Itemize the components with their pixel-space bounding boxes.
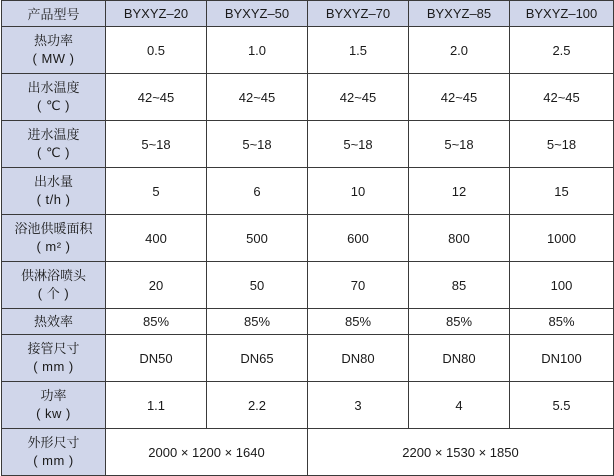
table-cell: 42~45 bbox=[510, 74, 614, 121]
table-row bbox=[2, 215, 614, 262]
table-cell: 500 bbox=[207, 215, 308, 262]
table-row bbox=[2, 335, 614, 382]
row-label: 热效率 bbox=[2, 309, 106, 335]
table-cell: 2.2 bbox=[207, 382, 308, 429]
table-cell: DN80 bbox=[409, 335, 510, 382]
table-cell: 42~45 bbox=[207, 74, 308, 121]
table-cell: DN65 bbox=[207, 335, 308, 382]
table-cell: 4 bbox=[409, 382, 510, 429]
table-cell: 2.5 bbox=[510, 27, 614, 74]
table-cell: 5 bbox=[106, 168, 207, 215]
model-header: BYXYZ–50 bbox=[207, 1, 308, 27]
table-row bbox=[2, 168, 614, 215]
table-cell: 85% bbox=[106, 309, 207, 335]
table-row bbox=[2, 382, 614, 429]
table-cell: 3 bbox=[308, 382, 409, 429]
table-cell: 20 bbox=[106, 262, 207, 309]
table-cell: DN80 bbox=[308, 335, 409, 382]
model-header: BYXYZ–70 bbox=[308, 1, 409, 27]
table-cell: 5.5 bbox=[510, 382, 614, 429]
table-cell: 5~18 bbox=[207, 121, 308, 168]
table-cell: 1.1 bbox=[106, 382, 207, 429]
row-label: 浴池供暖面积 ( m² ) bbox=[2, 215, 106, 262]
table-cell: 85% bbox=[510, 309, 614, 335]
table-row bbox=[2, 309, 614, 335]
table-cell: 85 bbox=[409, 262, 510, 309]
table-cell: 400 bbox=[106, 215, 207, 262]
table-row bbox=[2, 121, 614, 168]
table-cell: DN100 bbox=[510, 335, 614, 382]
row-label: 供淋浴喷头 ( 个 ) bbox=[2, 262, 106, 309]
row-label: 功率 ( kw ) bbox=[2, 382, 106, 429]
table-cell: 0.5 bbox=[106, 27, 207, 74]
header-label: 产品型号 bbox=[2, 1, 106, 27]
table-cell: 70 bbox=[308, 262, 409, 309]
table-row bbox=[2, 27, 614, 74]
table-cell: 600 bbox=[308, 215, 409, 262]
table-cell: 6 bbox=[207, 168, 308, 215]
model-header: BYXYZ–100 bbox=[510, 1, 614, 27]
table-cell: 5~18 bbox=[106, 121, 207, 168]
table-cell: 5~18 bbox=[409, 121, 510, 168]
table-cell: 5~18 bbox=[308, 121, 409, 168]
table-cell: 50 bbox=[207, 262, 308, 309]
table-row bbox=[2, 429, 614, 476]
spec-table bbox=[1, 0, 614, 476]
table-cell: 42~45 bbox=[106, 74, 207, 121]
table-cell-dimensions-small: 2000 × 1200 × 1640 bbox=[106, 429, 308, 476]
table-cell: 5~18 bbox=[510, 121, 614, 168]
table-row bbox=[2, 74, 614, 121]
table-cell: 1000 bbox=[510, 215, 614, 262]
row-label: 进水温度 ( ℃ ) bbox=[2, 121, 106, 168]
table-cell: 800 bbox=[409, 215, 510, 262]
table-cell-dimensions-large: 2200 × 1530 × 1850 bbox=[308, 429, 614, 476]
table-cell: 85% bbox=[409, 309, 510, 335]
model-header: BYXYZ–85 bbox=[409, 1, 510, 27]
table-cell: 10 bbox=[308, 168, 409, 215]
table-cell: 15 bbox=[510, 168, 614, 215]
table-row bbox=[2, 262, 614, 309]
row-label: 热功率 ( MW ) bbox=[2, 27, 106, 74]
table-cell: 12 bbox=[409, 168, 510, 215]
table-cell: 1.0 bbox=[207, 27, 308, 74]
row-label: 出水量 ( t/h ) bbox=[2, 168, 106, 215]
header-row bbox=[2, 1, 614, 27]
table-cell: 42~45 bbox=[308, 74, 409, 121]
model-header: BYXYZ–20 bbox=[106, 1, 207, 27]
row-label: 外形尺寸 ( mm ) bbox=[2, 429, 106, 476]
table-cell: 1.5 bbox=[308, 27, 409, 74]
table-cell: 85% bbox=[308, 309, 409, 335]
row-label: 出水温度 ( ℃ ) bbox=[2, 74, 106, 121]
row-label: 接管尺寸 ( mm ) bbox=[2, 335, 106, 382]
table-cell: 100 bbox=[510, 262, 614, 309]
table-cell: 42~45 bbox=[409, 74, 510, 121]
table-cell: 2.0 bbox=[409, 27, 510, 74]
table-cell: DN50 bbox=[106, 335, 207, 382]
table-cell: 85% bbox=[207, 309, 308, 335]
